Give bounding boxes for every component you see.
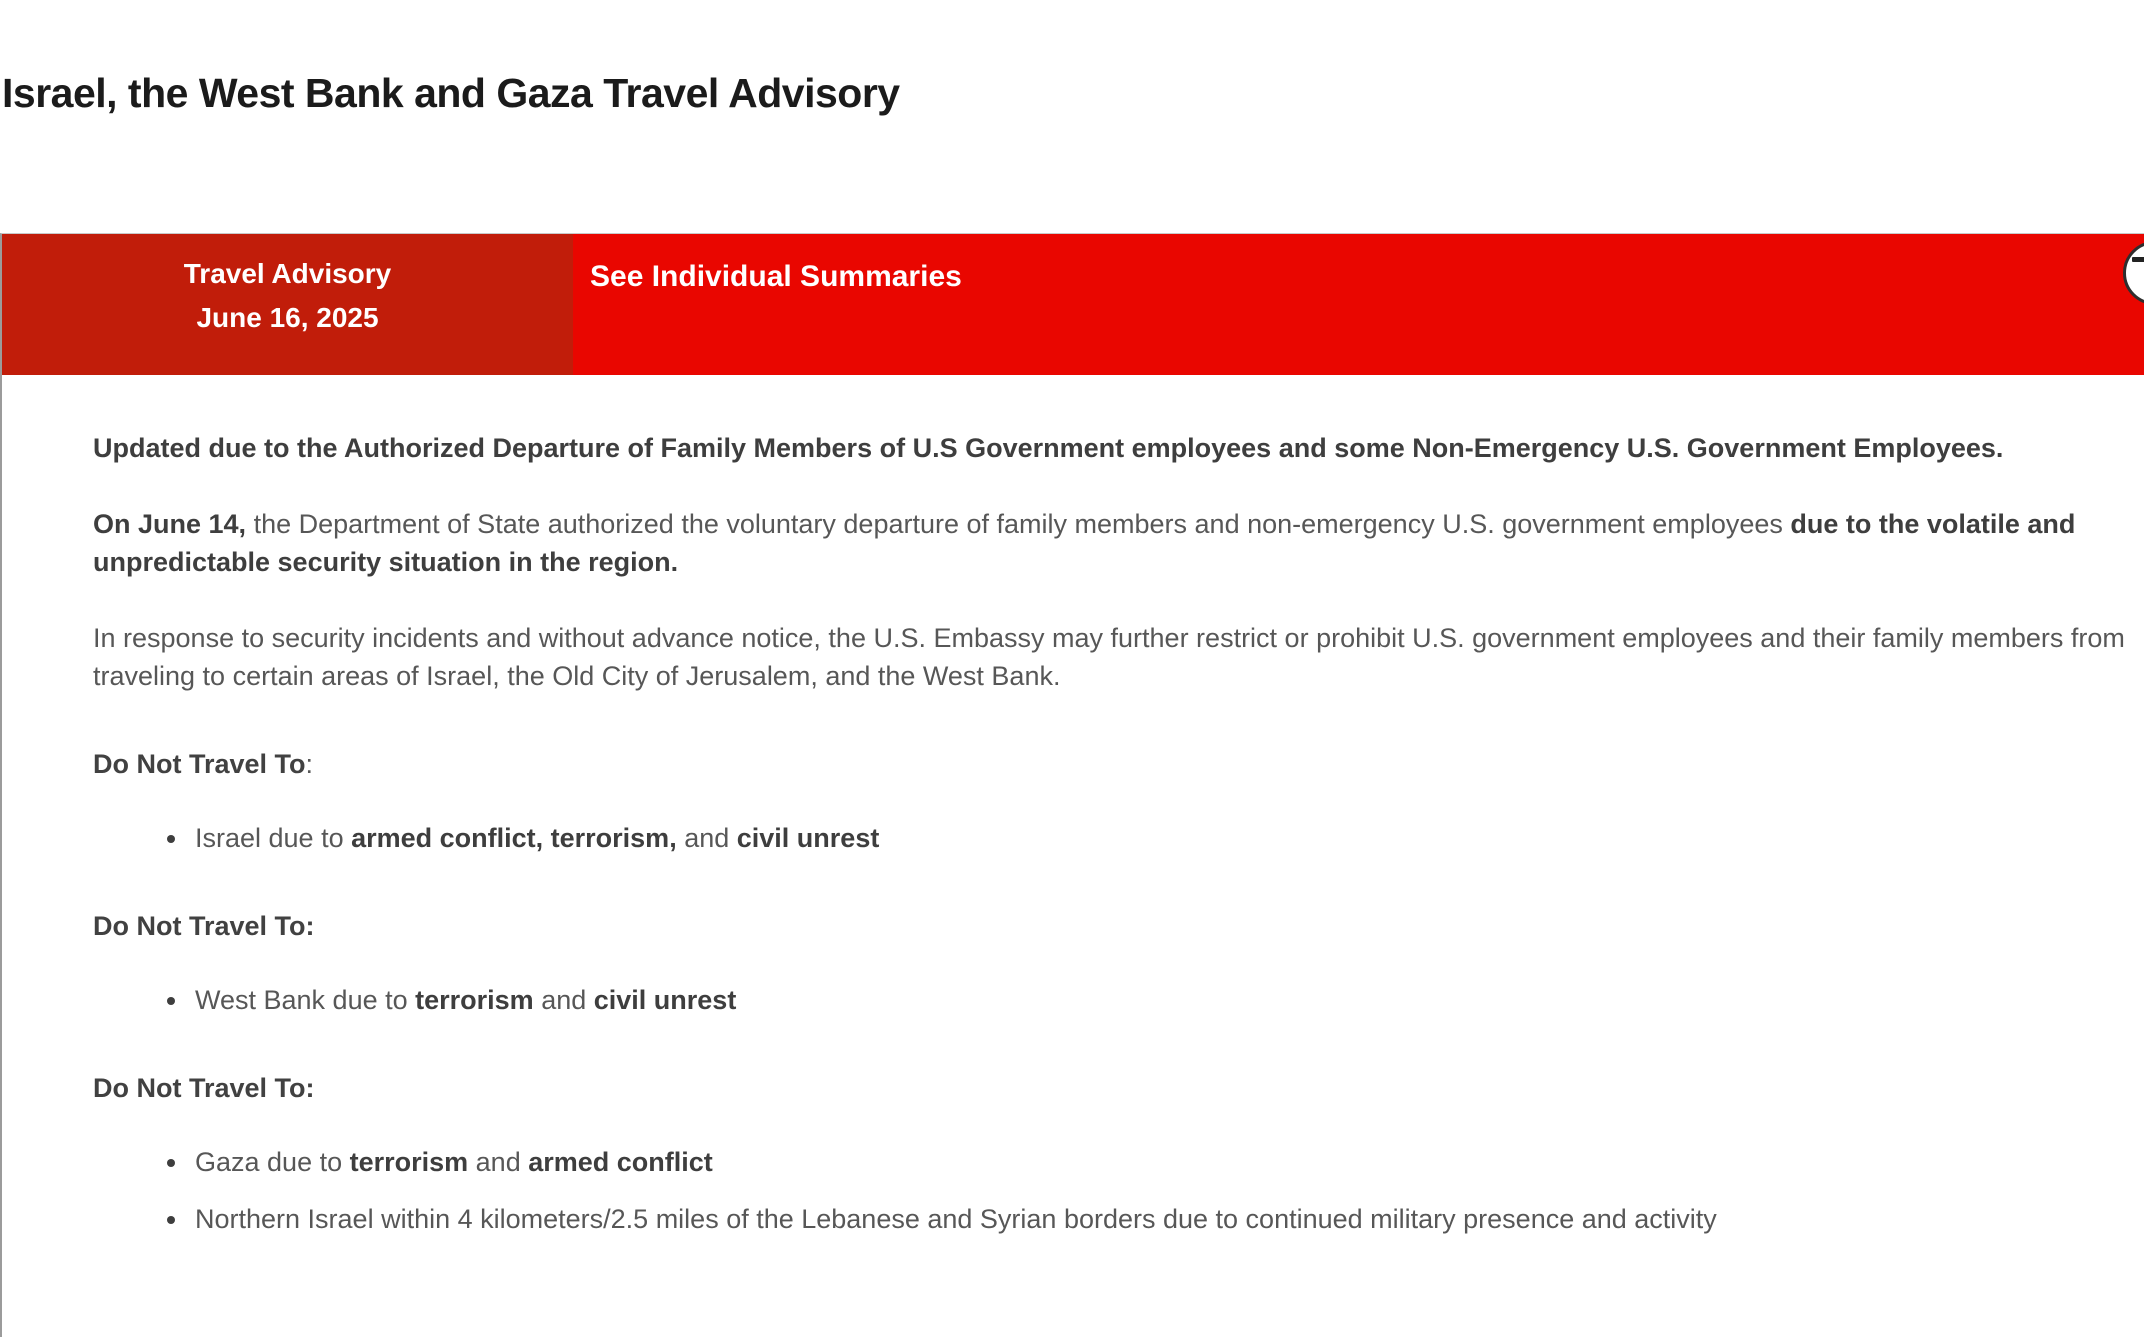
- text-segment: and: [676, 823, 737, 853]
- text-segment: Do Not Travel To: [93, 749, 306, 779]
- text-segment: civil unrest: [593, 985, 737, 1015]
- list-item: [190, 819, 2144, 857]
- text-segment: In response to security incidents and without advance notice, the U.S. Embassy may further restrict or prohibit U.S. government employees and their family members from traveling to certain areas of Israel, the Old City of Jerusalem, and the West Bank.: [93, 623, 2125, 691]
- text-segment: the Department of State authorized the voluntary departure of family members and non-emergency U.S. government employees: [246, 509, 1791, 539]
- text-segment: Do Not Travel To:: [93, 1073, 315, 1103]
- do-not-travel-heading: [93, 907, 2144, 945]
- paragraphs: [93, 429, 2144, 1238]
- advisory-banner-right: [573, 234, 2144, 375]
- advisory-banner: [2, 234, 2144, 375]
- bullet-list: [93, 1143, 2144, 1238]
- text-segment: Updated due to the Authorized Departure of Family Members of U.S Government employees and some Non-Emergency U.S. Government Employees.: [93, 433, 2004, 463]
- text-segment: On June 14,: [93, 509, 247, 539]
- text-segment: Israel due to: [195, 823, 352, 853]
- text-segment: and: [468, 1147, 529, 1177]
- text-segment: civil unrest: [736, 823, 880, 853]
- do-not-travel-heading: [93, 1069, 2144, 1107]
- advisory-ribbon: [2, 234, 573, 375]
- text-segment: due to the volatile and unpredictable security situation in the region.: [93, 509, 2076, 577]
- list-item: [190, 981, 2144, 1019]
- advisory-date: June 16, 2025: [196, 302, 379, 333]
- advisory-label: Travel Advisory: [183, 258, 392, 289]
- text-segment: Gaza due to: [195, 1147, 350, 1177]
- text-segment: West Bank due to: [195, 985, 416, 1015]
- text-segment: armed conflict: [528, 1147, 713, 1177]
- bullet-list: [93, 819, 2144, 857]
- advisory-box: [0, 233, 2144, 1337]
- text-segment: Northern Israel within 4 kilometers/2.5 miles of the Lebanese and Syrian borders due to continued military presence and activity: [195, 1204, 1717, 1234]
- text-segment: :: [305, 749, 314, 779]
- paragraph: [93, 619, 2144, 695]
- text-segment: terrorism: [349, 1147, 469, 1177]
- text-segment: and: [533, 985, 594, 1015]
- bullet-list: [93, 981, 2144, 1019]
- text-segment: armed conflict, terrorism,: [351, 823, 677, 853]
- list-item: [190, 1143, 2144, 1181]
- do-not-travel-heading: [93, 745, 2144, 783]
- see-individual-summaries-link[interactable]: See Individual Summaries: [590, 260, 962, 293]
- text-segment: Do Not Travel To:: [93, 911, 315, 941]
- paragraph: [93, 429, 2144, 467]
- page-title: Israel, the West Bank and Gaza Travel Advisory: [2, 70, 900, 116]
- advisory-content: [2, 375, 2144, 1337]
- minus-icon: [2132, 257, 2144, 262]
- text-segment: terrorism: [415, 985, 534, 1015]
- paragraph: [93, 505, 2144, 581]
